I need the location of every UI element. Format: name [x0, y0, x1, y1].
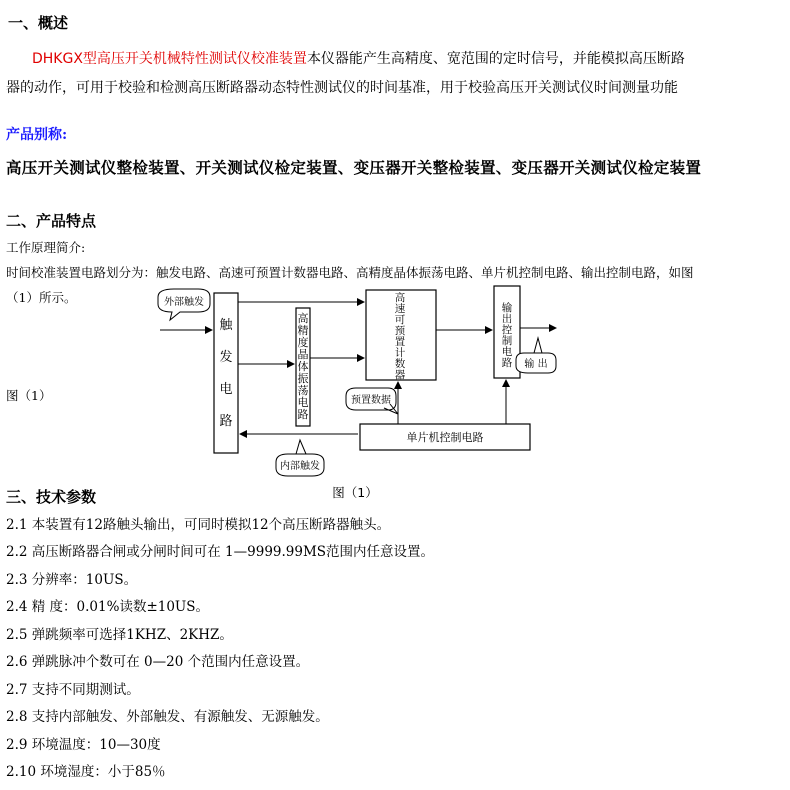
- principle-text2: （1）所示。: [6, 290, 77, 305]
- spec-item: 2.8 支持内部触发、外部触发、有源触发、无源触发。: [6, 709, 329, 725]
- spec-item: 2.4 精 度：0.01%读数±10US。: [6, 599, 210, 615]
- counter-char: 数: [394, 358, 406, 370]
- spec-item: 2.2 高压断路器合闸或分闸时间可在 1—9999.99MS范围内任意设置。: [6, 544, 435, 560]
- output-control-char: 控: [501, 324, 513, 336]
- output-label: 输 出: [524, 359, 548, 370]
- oscillator-label: [298, 311, 309, 421]
- counter-char: 计: [394, 347, 406, 359]
- trigger-circuit-char: 电: [219, 382, 233, 397]
- spec-item: 2.9 环境温度：10—30度: [6, 737, 161, 753]
- preset-data-label: 预置数据: [351, 395, 391, 406]
- oscillator-char: 振: [297, 372, 309, 385]
- oscillator-char: 路: [297, 408, 309, 421]
- counter-char: 器: [394, 369, 406, 381]
- counter-char: 预: [394, 325, 406, 337]
- spec-item: 2.6 弹跳脉冲个数可在 0—20 个范围内任意设置。: [6, 654, 310, 670]
- external-trigger-bubble: [158, 289, 210, 320]
- preset-data-bubble: [346, 388, 398, 414]
- external-trigger-label: 外部触发: [164, 297, 204, 308]
- section2-title: 二、产品特点: [6, 212, 97, 230]
- output-control-char: 制: [501, 335, 513, 347]
- spec-item: 2.3 分辨率：10US。: [6, 572, 138, 588]
- trigger-circuit-char: 路: [219, 414, 233, 429]
- oscillator-char: 电: [297, 396, 309, 409]
- internal-trigger-label: 内部触发: [280, 461, 320, 472]
- oscillator-char: 度: [297, 336, 309, 349]
- section1-title: 一、概述: [8, 14, 69, 32]
- product-name: DHKGX型高压开关机械特性测试仪校准装置: [32, 51, 307, 67]
- oscillator-char: 精: [297, 324, 309, 337]
- trigger-circuit-block: [214, 293, 238, 453]
- principle-text1: 时间校准装置电路划分为：触发电路、高速可预置计数器电路、高精度晶体振荡电路、单片机控制电路、输出控制电路，如图: [6, 265, 694, 280]
- alias-label: 产品别称:: [6, 127, 68, 143]
- oscillator-char: 晶: [297, 348, 309, 361]
- counter-char: 可: [394, 314, 406, 326]
- internal-trigger-bubble: [276, 440, 324, 476]
- output-control-char: 电: [501, 346, 513, 358]
- alias-text: 高压开关测试仪整检装置、开关测试仪检定装置、变压器开关整检装置、变压器开关测试仪检定装置: [6, 158, 702, 177]
- output-control-label: [502, 301, 513, 369]
- counter-label: [395, 291, 406, 381]
- oscillator-char: 体: [297, 360, 309, 373]
- spec-item: 2.10 环境湿度：小于85％: [6, 764, 166, 780]
- intro-rest: 本仪器能产生高精度、宽范围的定时信号，并能模拟高压断路: [306, 51, 685, 67]
- figure-caption: 图（1）: [332, 485, 378, 500]
- mcu-label: 单片机控制电路: [406, 431, 484, 444]
- counter-char: 速: [394, 303, 406, 315]
- output-control-char: 输: [501, 302, 513, 314]
- principle-label: 工作原理简介:: [6, 240, 86, 255]
- spec-item: 2.7 支持不同期测试。: [6, 682, 140, 698]
- output-bubble: [516, 338, 556, 373]
- counter-char: 置: [394, 336, 406, 348]
- trigger-circuit-char: 触: [219, 318, 233, 333]
- section3-title: 三、技术参数: [6, 488, 97, 506]
- oscillator-char: 高: [297, 312, 309, 325]
- trigger-circuit-char: 发: [219, 350, 233, 365]
- spec-item: 2.1 本装置有12路触头输出，可同时模拟12个高压断路器触头。: [6, 517, 391, 533]
- counter-char: 高: [394, 292, 406, 304]
- spec-item: 2.5 弹跳频率可选择1KHZ、2KHZ。: [6, 627, 233, 643]
- output-control-char: 路: [501, 357, 513, 369]
- figure-side-label: 图（1）: [6, 388, 52, 403]
- intro-line2: 器的动作，可用于校验和检测高压断路器动态特性测试仪的时间基准，用于校验高压开关测试仪时间测量功能: [6, 80, 678, 96]
- oscillator-char: 荡: [297, 384, 309, 397]
- output-control-char: 出: [501, 313, 513, 325]
